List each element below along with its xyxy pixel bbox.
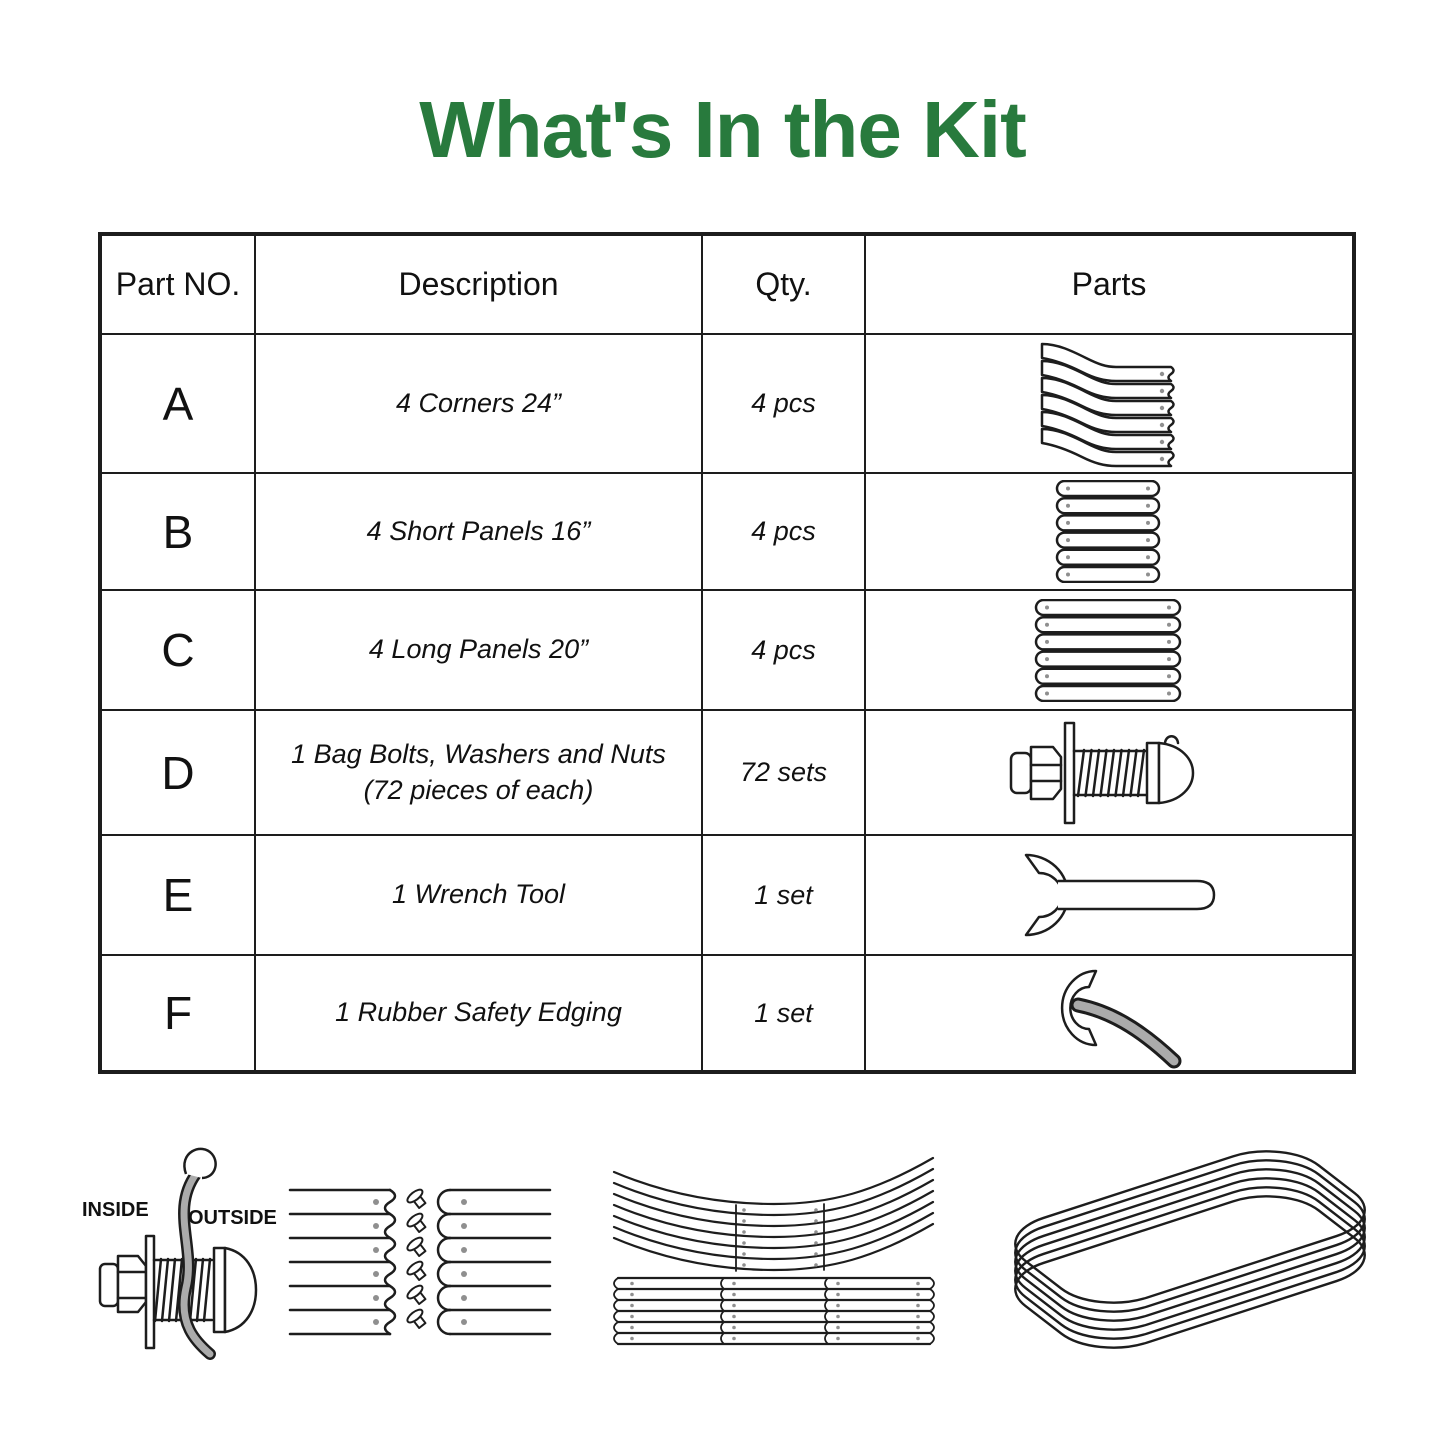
- page-title: What's In the Kit: [419, 85, 1026, 174]
- inside-label: INSIDE: [82, 1199, 149, 1221]
- edging-hook: [184, 1149, 215, 1178]
- short-panels-stack-icon: [1055, 480, 1163, 583]
- table-row-c: [100, 590, 1354, 710]
- bolt-through-panel-diagram: [66, 1140, 306, 1360]
- part-icon-cell: [865, 473, 1354, 590]
- part-description: 4 Long Panels 20”: [255, 590, 702, 710]
- table-row-a: [100, 334, 1354, 473]
- part-description: 4 Corners 24”: [255, 334, 702, 473]
- table-row-d: [100, 710, 1354, 835]
- wrench-tool-icon: [992, 847, 1227, 943]
- header-qty: Qty.: [702, 234, 865, 334]
- part-letter: B: [100, 473, 255, 590]
- corner-assembly-and-long-stack-diagram: [606, 1150, 941, 1352]
- part-letter: A: [100, 334, 255, 473]
- part-qty: 1 set: [702, 955, 865, 1072]
- part-description: 1 Wrench Tool: [255, 835, 702, 955]
- bolt-washer-nut-icon: [1009, 717, 1209, 829]
- part-qty: 1 set: [702, 835, 865, 955]
- panel-joint-diagram: [288, 1186, 553, 1349]
- description-line-2: (72 pieces of each): [363, 774, 594, 805]
- long-panels-stack-icon: [1034, 599, 1184, 702]
- table-row-e: [100, 835, 1354, 955]
- part-qty: 4 pcs: [702, 590, 865, 710]
- rubber-safety-edging-icon: [1034, 957, 1184, 1069]
- part-description: 1 Rubber Safety Edging: [255, 955, 702, 1072]
- part-letter: D: [100, 710, 255, 835]
- part-description: [255, 710, 702, 835]
- corner-panels-stack-icon: [1038, 336, 1180, 471]
- part-icon-cell: [865, 955, 1354, 1072]
- table-row-f: [100, 955, 1354, 1072]
- bolt-orientation-diagram: [66, 1140, 306, 1365]
- header-parts: Parts: [865, 234, 1354, 334]
- part-icon-cell: [865, 334, 1354, 473]
- parts-table: [98, 232, 1356, 1074]
- table-header-row: [100, 234, 1354, 334]
- panel-joint-with-bolts-diagram: [288, 1186, 553, 1344]
- panel-stacks-diagram: [606, 1150, 941, 1357]
- part-letter: E: [100, 835, 255, 955]
- part-qty: 72 sets: [702, 710, 865, 835]
- part-icon-cell: [865, 590, 1354, 710]
- description-line-1: 1 Bag Bolts, Washers and Nuts: [291, 739, 666, 770]
- part-icon-cell: [865, 835, 1354, 955]
- part-letter: F: [100, 955, 255, 1072]
- table-row-b: [100, 473, 1354, 590]
- part-letter: C: [100, 590, 255, 710]
- assembled-raised-bed-diagram: [948, 1135, 1433, 1385]
- outside-label: OUTSIDE: [188, 1207, 277, 1229]
- part-qty: 4 pcs: [702, 334, 865, 473]
- header-description: Description: [255, 234, 702, 334]
- part-qty: 4 pcs: [702, 473, 865, 590]
- part-icon-cell: [865, 710, 1354, 835]
- assembled-bed-diagram: [948, 1135, 1433, 1390]
- part-description: 4 Short Panels 16”: [255, 473, 702, 590]
- header-part-no: Part NO.: [100, 234, 255, 334]
